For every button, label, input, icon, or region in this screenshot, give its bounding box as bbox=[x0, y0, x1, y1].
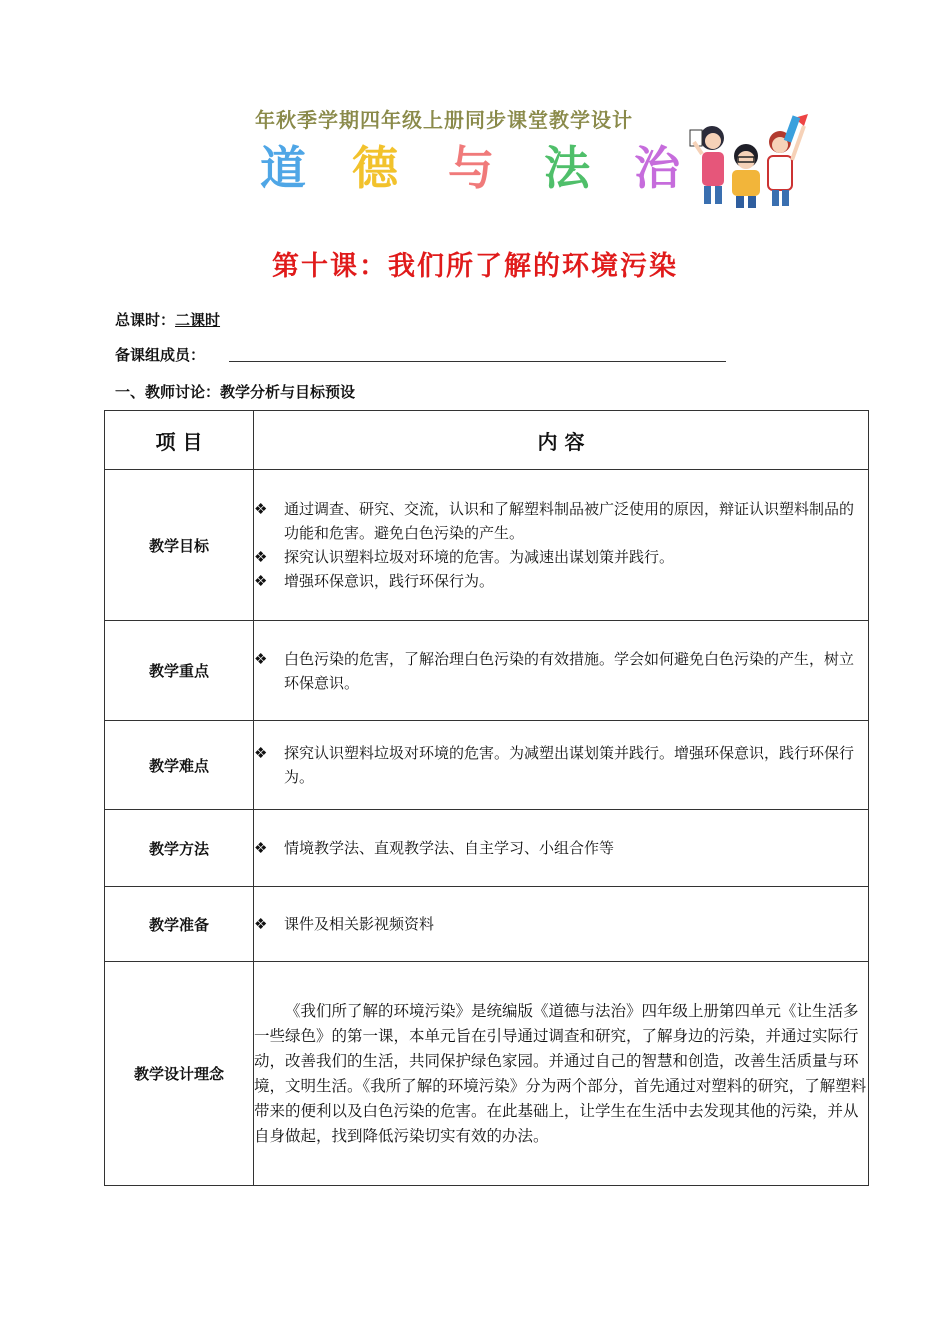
list-item: ❖ 探究认识塑料垃圾对环境的危害。为减速出谋划策并践行。 bbox=[254, 545, 868, 569]
row-label: 教学方法 bbox=[105, 810, 254, 887]
list-item: ❖ 通过调查、研究、交流，认识和了解塑料制品被广泛使用的原因，辩证认识塑料制品的功能和危害。避免白色污染的产生。 bbox=[254, 497, 868, 545]
row-content bbox=[254, 721, 869, 810]
diamond-bullet-icon: ❖ bbox=[254, 744, 268, 762]
subject-char-3: 与 bbox=[448, 141, 494, 195]
diamond-bullet-icon: ❖ bbox=[254, 649, 268, 668]
team-members-label: 备课组成员： bbox=[115, 346, 206, 364]
row-content bbox=[254, 621, 869, 721]
table-row bbox=[105, 887, 869, 962]
table-row bbox=[105, 721, 869, 810]
total-hours-label: 总课时： bbox=[115, 311, 176, 329]
total-hours bbox=[115, 309, 220, 330]
row-content bbox=[254, 887, 869, 962]
lesson-title: 第十课：我们所了解的环境污染 bbox=[272, 251, 678, 282]
row-label: 教学准备 bbox=[105, 887, 254, 962]
table-row bbox=[105, 621, 869, 721]
diamond-bullet-icon: ❖ bbox=[254, 500, 268, 518]
students-illustration bbox=[682, 112, 812, 212]
row-content bbox=[254, 470, 869, 621]
header-content: 内 容 bbox=[254, 411, 869, 470]
table-header-row bbox=[105, 411, 869, 470]
header-subtitle: 年秋季学期四年级上册同步课堂教学设计 bbox=[255, 108, 633, 132]
list-item: ❖ 探究认识塑料垃圾对环境的危害。为减塑出谋划策并践行。增强环保意识，践行环保行为。 bbox=[254, 741, 868, 789]
list-item: ❖ 白色污染的危害，了解治理白色污染的有效措施。学会如何避免白色污染的产生，树立环保意识。 bbox=[254, 647, 868, 695]
total-hours-value: 二课时 bbox=[175, 311, 221, 329]
subject-char-4: 法 bbox=[544, 141, 590, 195]
header-item: 项 目 bbox=[105, 411, 254, 470]
diamond-bullet-icon: ❖ bbox=[254, 572, 268, 590]
row-label: 教学目标 bbox=[105, 470, 254, 621]
row-label: 教学设计理念 bbox=[105, 962, 254, 1186]
diamond-bullet-icon: ❖ bbox=[254, 839, 268, 857]
table-row bbox=[105, 470, 869, 621]
diamond-bullet-icon: ❖ bbox=[254, 548, 268, 566]
section-heading: 一、教师讨论：教学分析与目标预设 bbox=[115, 383, 356, 401]
list-item: ❖ 增强环保意识，践行环保行为。 bbox=[254, 569, 868, 593]
row-label: 教学重点 bbox=[105, 621, 254, 721]
list-item: ❖ 课件及相关影视频资料 bbox=[254, 912, 868, 936]
list-item: ❖ 情境教学法、直观教学法、自主学习、小组合作等 bbox=[254, 836, 868, 860]
design-philosophy-paragraph: 《我们所了解的环境污染》是统编版《道德与法治》四年级上册第四单元《让生活多一些绿色》的第一课，本单元旨在引导通过调查和研究，了解身边的污染，并通过实际行动，改善我们的生活，共同保护绿色家园。并通过自己的智慧和创造，改善生活质量与环境，文明生活。《我所了解的环境污染》分为两个部分，首先通过对塑料的研究，了解塑料带来的便利以及白色污染的危害。在此基础上，让学生在生活中去发现其他的污染，并从自身做起，找到降低污染切实有效的办法。 bbox=[254, 1001, 867, 1145]
team-members bbox=[115, 344, 205, 365]
table-row bbox=[105, 962, 869, 1186]
diamond-bullet-icon: ❖ bbox=[254, 915, 268, 933]
table-row bbox=[105, 810, 869, 887]
row-content bbox=[254, 962, 869, 1186]
subject-char-5: 治 bbox=[634, 141, 680, 195]
subject-char-2: 德 bbox=[352, 141, 398, 195]
team-members-blank-line bbox=[229, 361, 726, 362]
teaching-design-table bbox=[104, 410, 869, 1186]
row-content bbox=[254, 810, 869, 887]
row-label: 教学难点 bbox=[105, 721, 254, 810]
subject-char-1: 道 bbox=[260, 141, 306, 195]
